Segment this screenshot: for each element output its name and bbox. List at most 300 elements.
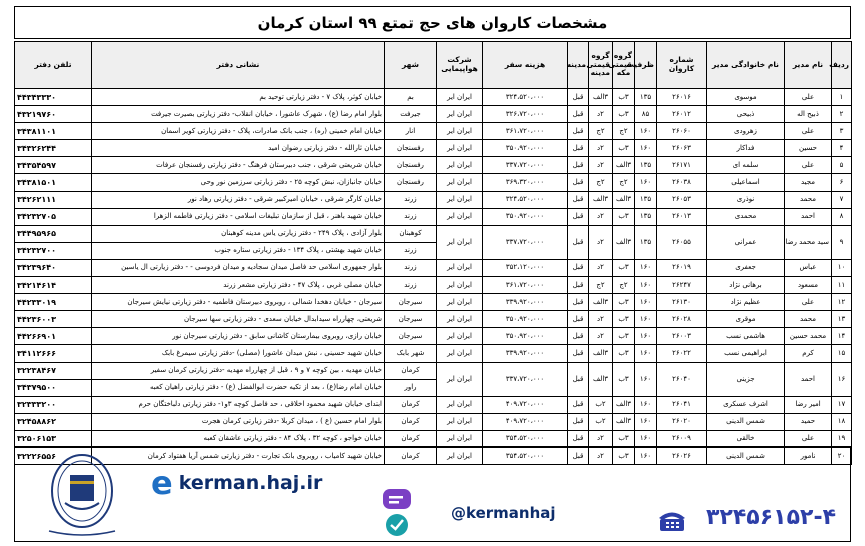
cell-group-medina: ۲د bbox=[589, 328, 613, 345]
table-row bbox=[15, 259, 852, 276]
header-first-name: نام مدیر bbox=[785, 42, 832, 89]
cell-medina: قبل bbox=[568, 294, 589, 311]
cell-medina: قبل bbox=[568, 447, 589, 464]
cell-last-name: شمس الدینی bbox=[707, 413, 785, 430]
cell-last-name: اسماعیلی bbox=[707, 174, 785, 191]
cell-group-medina: ۲د bbox=[589, 430, 613, 447]
cell-address: شریعتی، چهارراه سیدابدال خیابان سعدی - دفتر زیارتی سها سیرجان bbox=[92, 311, 385, 328]
cell-last-name: موسوی bbox=[707, 89, 785, 106]
cell-city: کرمان bbox=[385, 430, 437, 447]
cell-capacity: ۱۶۰ bbox=[635, 413, 657, 430]
cell-last-name: زهرودی bbox=[707, 123, 785, 140]
cell-group-medina: ۲ج bbox=[589, 174, 613, 191]
header-last-name: نام خانوادگی مدیر bbox=[707, 42, 785, 89]
cell-capacity: ۱۶۰ bbox=[635, 328, 657, 345]
cell-radif: ۲۰ bbox=[832, 447, 852, 464]
table-header-row bbox=[15, 42, 852, 89]
cell-first-name: کرم bbox=[785, 345, 832, 362]
cell-phone: ۳۲۴۵۸۸۶۲ bbox=[15, 413, 92, 430]
table-row bbox=[15, 208, 852, 225]
cell-airline: ایران ایر bbox=[437, 294, 483, 311]
cell-medina: قبل bbox=[568, 311, 589, 328]
cell-cost: ۳۲۴،۵۲۰،۰۰۰ bbox=[483, 191, 568, 208]
cell-medina: قبل bbox=[568, 362, 589, 396]
cell-group-mecca: ۳ب bbox=[613, 208, 635, 225]
table-row bbox=[15, 89, 852, 106]
cell-last-name: جزینی bbox=[707, 362, 785, 396]
cell-medina: قبل bbox=[568, 277, 589, 294]
cell-group-medina: ۳الف bbox=[589, 89, 613, 106]
cell-cost: ۴۰۹،۷۲۰،۰۰۰ bbox=[483, 413, 568, 430]
cell-address: بلوار آزادی ، پلاک ۲۴۹ - دفتر زیارتی یاس مدینه کوهبنان bbox=[92, 225, 385, 242]
cell-airline: ایران ایر bbox=[437, 123, 483, 140]
cell-group-mecca: ۳الف bbox=[613, 157, 635, 174]
cell-first-name: علی bbox=[785, 123, 832, 140]
cell-group-medina: ۲ج bbox=[589, 123, 613, 140]
cell-group-medina: ۳الف bbox=[589, 362, 613, 396]
page-title: مشخصات کاروان های حج تمتع ۹۹ استان کرمان bbox=[14, 6, 851, 39]
cell-first-name: مسعود bbox=[785, 277, 832, 294]
cell-cost: ۳۵۰،۹۲۰،۰۰۰ bbox=[483, 140, 568, 157]
cell-address: خیابان جانبازان، نبش کوچه ۲۵ - دفتر زیارتی سرزمین نور وحی bbox=[92, 174, 385, 191]
cell-group-medina: ۳الف bbox=[589, 191, 613, 208]
cell-capacity: ۱۶۰ bbox=[635, 311, 657, 328]
cell-city: سیرجان bbox=[385, 328, 437, 345]
cell-cost: ۳۲۶،۷۲۰،۰۰۰ bbox=[483, 106, 568, 123]
cell-address: سیرجان - خیابان دهخدا شمالی ، روبروی دبیرستان فاطمیه - دفتر زیارتی نیایش سیرجان bbox=[92, 294, 385, 311]
cell-last-name: برهانی نژاد bbox=[707, 277, 785, 294]
cell-capacity: ۱۶۰ bbox=[635, 447, 657, 464]
cell-group-medina: ۲د bbox=[589, 106, 613, 123]
cell-group-mecca: ۳الف bbox=[613, 191, 635, 208]
cell-caravan-no: ۲۶۰۲۶ bbox=[657, 447, 707, 464]
cell-airline: ایران ایر bbox=[437, 447, 483, 464]
cell-caravan-no: ۲۶۰۶۳ bbox=[657, 140, 707, 157]
cell-cost: ۳۵۴،۵۲۰،۰۰۰ bbox=[483, 430, 568, 447]
header-group-medina: گروه قیمتی مدینه bbox=[589, 42, 613, 89]
website-link[interactable] bbox=[151, 464, 323, 502]
cell-phone: ۴۳۲۱۹۷۶۰ bbox=[15, 106, 92, 123]
table-row bbox=[15, 123, 852, 140]
table-row bbox=[15, 413, 852, 430]
cell-cost: ۳۵۰،۹۲۰،۰۰۰ bbox=[483, 311, 568, 328]
table-row bbox=[15, 311, 852, 328]
cell-last-name: ابراهیمی نسب bbox=[707, 345, 785, 362]
cell-caravan-no: ۲۶۰۱۳ bbox=[657, 208, 707, 225]
cell-address: بلوار امام رضا (ع) ، شهرک عاشورا ، خیابان انقلاب- دفتر زیارتی بصیرت جیرفت bbox=[92, 106, 385, 123]
cell-group-mecca: ۳ب bbox=[613, 362, 635, 396]
cell-radif: ۷ bbox=[832, 191, 852, 208]
internet-explorer-icon: e bbox=[151, 464, 173, 502]
cell-group-medina: ۲د bbox=[589, 225, 613, 259]
cell-capacity: ۱۶۰ bbox=[635, 123, 657, 140]
header-cost: هزینه سفر bbox=[483, 42, 568, 89]
cell-capacity: ۱۶۰ bbox=[635, 259, 657, 276]
cell-capacity: ۱۳۵ bbox=[635, 225, 657, 259]
cell-capacity: ۱۳۵ bbox=[635, 208, 657, 225]
caravan-table bbox=[14, 41, 852, 465]
cell-address: خیابان شهید حسینی ، نبش میدان عاشورا (مصلی) -دفتر زیارتی سیمرغ بابک bbox=[92, 345, 385, 362]
telephone-icon bbox=[657, 509, 687, 533]
cell-caravan-no: ۲۶۰۱۶ bbox=[657, 89, 707, 106]
cell-caravan-no: ۲۶۰۱۹ bbox=[657, 259, 707, 276]
cell-cost: ۳۶۱،۷۲۰،۰۰۰ bbox=[483, 277, 568, 294]
cell-airline: ایران ایر bbox=[437, 140, 483, 157]
cell-radif: ۱۳ bbox=[832, 311, 852, 328]
cell-caravan-no: ۲۶۰۰۹ bbox=[657, 430, 707, 447]
cell-first-name: محمد bbox=[785, 311, 832, 328]
cell-radif: ۳ bbox=[832, 123, 852, 140]
cell-city: سیرجان bbox=[385, 311, 437, 328]
table-row bbox=[15, 191, 852, 208]
table-row bbox=[15, 140, 852, 157]
cell-caravan-no: ۲۶۰۳۸ bbox=[657, 174, 707, 191]
cell-group-mecca: ۳الف bbox=[613, 225, 635, 259]
cell-radif: ۱۰ bbox=[832, 259, 852, 276]
cell-radif: ۹ bbox=[832, 225, 852, 259]
cell-address: خیابان امام خمینی (ره) ، جنب بانک صادرات، پلاک - دفتر زیارتی کویر اسمان bbox=[92, 123, 385, 140]
cell-cost: ۳۶۹،۳۲۰،۰۰۰ bbox=[483, 174, 568, 191]
cell-airline: ایران ایر bbox=[437, 328, 483, 345]
cell-group-medina: ۲د bbox=[589, 447, 613, 464]
cell-capacity: ۱۶۰ bbox=[635, 345, 657, 362]
cell-first-name: محمد bbox=[785, 191, 832, 208]
cell-group-medina: ۲د bbox=[589, 157, 613, 174]
cell-medina: قبل bbox=[568, 123, 589, 140]
cell-capacity: ۱۶۰ bbox=[635, 396, 657, 413]
cell-first-name: سید محمد رضا bbox=[785, 225, 832, 259]
cell-phone: ۳۴۳۵۴۵۹۷ bbox=[15, 157, 92, 174]
cell-address: خیابان کارگر شرقی ، خیابان امیرکبیر شرقی - دفتر زیارتی رهاد نور bbox=[92, 191, 385, 208]
cell-address: خیابان رازی، روبروی بیمارستان کاشانی سابق - دفتر زیارتی سیرجان نور bbox=[92, 328, 385, 345]
cell-last-name: محمدی bbox=[707, 208, 785, 225]
cell-address: بلوار جمهوری اسلامی حد فاصل میدان سجادیه و میدان فردوسی - - دفتر زیارتی ال یاسین bbox=[92, 259, 385, 276]
cell-medina: قبل bbox=[568, 191, 589, 208]
cell-caravan-no: ۲۶۱۳۰ bbox=[657, 294, 707, 311]
cell-phone: ۴۴۲۳۶۰۰۳ bbox=[15, 311, 92, 328]
cell-airline: ایران ایر bbox=[437, 174, 483, 191]
cell-group-medina: ۳الف bbox=[589, 345, 613, 362]
cell-radif: ۱۵ bbox=[832, 345, 852, 362]
cell-first-name: امیر رضا bbox=[785, 396, 832, 413]
table-body bbox=[15, 89, 852, 465]
caravan-table-wrap bbox=[14, 41, 851, 465]
cell-group-mecca: ۳ب bbox=[613, 259, 635, 276]
cell-airline: ایران ایر bbox=[437, 191, 483, 208]
cell-caravan-no: ۲۶۲۴۷ bbox=[657, 277, 707, 294]
website-text: kerman.haj.ir bbox=[178, 472, 323, 494]
cell-city: بم bbox=[385, 89, 437, 106]
contact-phone: ۳۲۴۵۶۱۵۲-۴ bbox=[706, 505, 836, 530]
cell-group-medina: ۲ب bbox=[589, 413, 613, 430]
cell-caravan-no: ۲۶۰۴۱ bbox=[657, 396, 707, 413]
cell-cost: ۳۵۲،۱۲۰،۰۰۰ bbox=[483, 259, 568, 276]
cell-medina: قبل bbox=[568, 157, 589, 174]
cell-phone: ۳۴۳۸۱۵۰۱ bbox=[15, 174, 92, 191]
cell-phone: ۳۴۲۳۲۷۰۵ bbox=[15, 208, 92, 225]
cell-phone: ۳۴۲۱۴۶۱۴ bbox=[15, 277, 92, 294]
cell-city: کرمان bbox=[385, 362, 437, 379]
cell-city: رفسنجان bbox=[385, 174, 437, 191]
cell-group-medina: ۲د bbox=[589, 311, 613, 328]
cell-city: کرمان bbox=[385, 447, 437, 464]
cell-radif: ۱۱ bbox=[832, 277, 852, 294]
cell-group-mecca: ۳الف bbox=[613, 396, 635, 413]
cell-city: کرمان bbox=[385, 396, 437, 413]
table-row bbox=[15, 174, 852, 191]
cell-caravan-no: ۲۶۰۰۳ bbox=[657, 328, 707, 345]
cell-radif: ۱۲ bbox=[832, 294, 852, 311]
cell-group-mecca: ۳ب bbox=[613, 140, 635, 157]
cell-medina: قبل bbox=[568, 208, 589, 225]
table-row bbox=[15, 225, 852, 242]
cell-address: خیابان شهید بهشتی ، پلاک ۱۳۴ - دفتر زیارتی ستاره جنوب bbox=[92, 242, 385, 259]
cell-airline: ایران ایر bbox=[437, 157, 483, 174]
cell-medina: قبل bbox=[568, 89, 589, 106]
cell-airline: ایران ایر bbox=[437, 430, 483, 447]
header-radif: ردیف bbox=[832, 42, 852, 89]
cell-city: زرند bbox=[385, 208, 437, 225]
cell-capacity: ۱۳۵ bbox=[635, 191, 657, 208]
cell-first-name: مجید bbox=[785, 174, 832, 191]
cell-cost: ۳۵۴،۵۲۰،۰۰۰ bbox=[483, 447, 568, 464]
cell-capacity: ۱۶۰ bbox=[635, 277, 657, 294]
cell-group-medina: ۲د bbox=[589, 140, 613, 157]
cell-address: ابتدای خیابان شهید محمود اخلاقی ، حد فاصل کوچه ۳و۱- دفتر زیارتی دلباختگان حرم bbox=[92, 396, 385, 413]
cell-group-medina: ۲د bbox=[589, 208, 613, 225]
cell-capacity: ۱۳۵ bbox=[635, 89, 657, 106]
cell-group-medina: ۲ج bbox=[589, 277, 613, 294]
cell-last-name: جعفری bbox=[707, 259, 785, 276]
cell-caravan-no: ۲۶۰۱۲ bbox=[657, 106, 707, 123]
header-airline: شرکت هواپیمایی bbox=[437, 42, 483, 89]
cell-phone: ۳۴۴۹۵۹۶۵ bbox=[15, 225, 92, 242]
table-row bbox=[15, 362, 852, 379]
cell-first-name: نامور bbox=[785, 447, 832, 464]
cell-first-name: علی bbox=[785, 89, 832, 106]
cell-phone: ۳۴۳۷۹۵۰۰ bbox=[15, 379, 92, 396]
cell-first-name: حمید bbox=[785, 413, 832, 430]
cell-radif: ۵ bbox=[832, 157, 852, 174]
header-group-mecca: گروه قیمتی مکه bbox=[613, 42, 635, 89]
cell-group-mecca: ۳ب bbox=[613, 294, 635, 311]
cell-first-name: علی bbox=[785, 157, 832, 174]
cell-phone: ۴۴۲۶۶۹۰۱ bbox=[15, 328, 92, 345]
cell-capacity: ۱۶۰ bbox=[635, 362, 657, 396]
cell-airline: ایران ایر bbox=[437, 225, 483, 259]
cell-city: رفسنجان bbox=[385, 157, 437, 174]
cell-last-name: عمرانی bbox=[707, 225, 785, 259]
cell-group-mecca: ۲ج bbox=[613, 123, 635, 140]
cell-address: خیابان شهید باهنر ، قبل از سازمان تبلیغات اسلامی - دفتر زیارتی فاطمه الزهرا bbox=[92, 208, 385, 225]
cell-caravan-no: ۲۶۰۲۸ bbox=[657, 311, 707, 328]
cell-medina: قبل bbox=[568, 328, 589, 345]
cell-city: زرند bbox=[385, 242, 437, 259]
cell-phone: ۳۲۲۲۶۵۵۶ bbox=[15, 447, 92, 464]
table-row bbox=[15, 157, 852, 174]
cell-first-name: احمد bbox=[785, 362, 832, 396]
cell-phone: ۳۴۱۱۲۶۶۶ bbox=[15, 345, 92, 362]
cell-medina: قبل bbox=[568, 174, 589, 191]
table-row bbox=[15, 328, 852, 345]
cell-airline: ایران ایر bbox=[437, 106, 483, 123]
cell-radif: ۱۷ bbox=[832, 396, 852, 413]
cell-radif: ۱ bbox=[832, 89, 852, 106]
cell-medina: قبل bbox=[568, 259, 589, 276]
header-capacity: ظرفیت bbox=[635, 42, 657, 89]
cell-address: خیابان خواجو ، کوچه ۳۲ ، پلاک ۸۴ - دفتر زیارتی عاشقان کعبه bbox=[92, 430, 385, 447]
cell-airline: ایران ایر bbox=[437, 208, 483, 225]
cell-caravan-no: ۲۶۰۲۰ bbox=[657, 413, 707, 430]
cell-last-name: عظیم نژاد bbox=[707, 294, 785, 311]
cell-address: خیابان امام رضا(ع) ، بعد از تکیه حضرت ابوالفضل (ع) - دفتر زیارتی راهیان کعبه bbox=[92, 379, 385, 396]
cell-cost: ۳۵۰،۹۲۰،۰۰۰ bbox=[483, 208, 568, 225]
cell-phone: ۳۴۳۸۱۱۰۱ bbox=[15, 123, 92, 140]
cell-city: زرند bbox=[385, 259, 437, 276]
cell-capacity: ۱۶۰ bbox=[635, 294, 657, 311]
cell-city: رفسنجان bbox=[385, 140, 437, 157]
table-row bbox=[15, 294, 852, 311]
cell-phone: ۳۴۲۶۲۱۱۱ bbox=[15, 191, 92, 208]
cell-address: خیابان شهید کامیاب ، روبروی بانک تجارت - دفتر زیارتی شمس آریا هفتواد کرمان bbox=[92, 447, 385, 464]
cell-group-mecca: ۳ب bbox=[613, 328, 635, 345]
cell-phone: ۳۲۵۰۶۱۵۳ bbox=[15, 430, 92, 447]
cell-radif: ۱۶ bbox=[832, 362, 852, 396]
cell-group-mecca: ۳الف bbox=[613, 413, 635, 430]
cell-radif: ۴ bbox=[832, 140, 852, 157]
header-caravan-no: شماره کاروان bbox=[657, 42, 707, 89]
cell-medina: قبل bbox=[568, 430, 589, 447]
cell-phone: ۳۴۲۳۲۷۰۰ bbox=[15, 242, 92, 259]
cell-capacity: ۱۶۰ bbox=[635, 140, 657, 157]
cell-city: کرمان bbox=[385, 413, 437, 430]
cell-medina: قبل bbox=[568, 345, 589, 362]
cell-airline: ایران ایر bbox=[437, 311, 483, 328]
cell-radif: ۶ bbox=[832, 174, 852, 191]
cell-last-name: اشرف عسکری bbox=[707, 396, 785, 413]
cell-radif: ۱۸ bbox=[832, 413, 852, 430]
header-city: شهر bbox=[385, 42, 437, 89]
table-row bbox=[15, 396, 852, 413]
cell-group-mecca: ۳ب bbox=[613, 447, 635, 464]
cell-phone: ۴۴۲۳۳۰۱۹ bbox=[15, 294, 92, 311]
header-address: نشانی دفتر bbox=[92, 42, 385, 89]
cell-last-name: ذبیحی bbox=[707, 106, 785, 123]
cell-phone: ۳۴۲۳۹۶۴۰ bbox=[15, 259, 92, 276]
cell-cost: ۳۳۷،۷۲۰،۰۰۰ bbox=[483, 225, 568, 259]
cell-first-name: حسین bbox=[785, 140, 832, 157]
cell-airline: ایران ایر bbox=[437, 259, 483, 276]
cell-last-name: هاشمی نسب bbox=[707, 328, 785, 345]
cell-address: خیابان شریعتی شرقی ، جنب دبیرستان فرهنگ - دفتر زیارتی رفسنجان عرفات bbox=[92, 157, 385, 174]
cell-radif: ۱۹ bbox=[832, 430, 852, 447]
table-row bbox=[15, 277, 852, 294]
cell-phone: ۴۴۳۴۳۳۳۰ bbox=[15, 89, 92, 106]
table-row bbox=[15, 430, 852, 447]
footer bbox=[14, 446, 851, 542]
cell-city: زرند bbox=[385, 277, 437, 294]
cell-airline: ایران ایر bbox=[437, 277, 483, 294]
cell-cost: ۳۶۱،۷۲۰،۰۰۰ bbox=[483, 123, 568, 140]
cell-group-mecca: ۳ب bbox=[613, 311, 635, 328]
cell-caravan-no: ۲۶۰۴۰ bbox=[657, 362, 707, 396]
cell-first-name: محمد حسین bbox=[785, 328, 832, 345]
cell-radif: ۲ bbox=[832, 106, 852, 123]
cell-airline: ایران ایر bbox=[437, 362, 483, 396]
cell-group-mecca: ۳ب bbox=[613, 106, 635, 123]
cell-first-name: عباس bbox=[785, 259, 832, 276]
cell-group-mecca: ۳ب bbox=[613, 89, 635, 106]
social-handle: @kermanhaj bbox=[451, 504, 556, 522]
cell-first-name: علی bbox=[785, 430, 832, 447]
cell-last-name: نوذری bbox=[707, 191, 785, 208]
cell-first-name: ذبیح اله bbox=[785, 106, 832, 123]
header-medina: مدینه bbox=[568, 42, 589, 89]
cell-city: جیرفت bbox=[385, 106, 437, 123]
cell-address: خیابان مصلی غربی ، پلاک ۴۷ - دفتر زیارتی مشعر زرند bbox=[92, 277, 385, 294]
cell-capacity: ۱۳۵ bbox=[635, 157, 657, 174]
cell-city: انار bbox=[385, 123, 437, 140]
cell-group-medina: ۲د bbox=[589, 259, 613, 276]
cell-capacity: ۱۶۰ bbox=[635, 430, 657, 447]
cell-airline: ایران ایر bbox=[437, 396, 483, 413]
cell-phone: ۳۴۳۲۶۲۴۴ bbox=[15, 140, 92, 157]
cell-address: خیابان کوثر، پلاک ۷ - دفتر زیارتی توحید بم bbox=[92, 89, 385, 106]
messenger-icons bbox=[379, 487, 419, 537]
cell-capacity: ۱۶۰ bbox=[635, 174, 657, 191]
cell-group-mecca: ۲ج bbox=[613, 277, 635, 294]
cell-group-mecca: ۲ج bbox=[613, 174, 635, 191]
cell-group-mecca: ۳ب bbox=[613, 430, 635, 447]
cell-address: خیابان مهدیه ، بین کوچه ۷ و ۹ ، قبل از چهارراه مهدیه -دفتر زیارتی کرمان سفیر bbox=[92, 362, 385, 379]
haj-organization-emblem-icon bbox=[37, 451, 127, 537]
cell-last-name: فداکار bbox=[707, 140, 785, 157]
table-row bbox=[15, 345, 852, 362]
cell-medina: قبل bbox=[568, 413, 589, 430]
cell-phone: ۳۲۳۳۳۲۰۰ bbox=[15, 396, 92, 413]
table-row bbox=[15, 106, 852, 123]
cell-last-name: شمس الدینی bbox=[707, 447, 785, 464]
header-phone: تلفن دفتر bbox=[15, 42, 92, 89]
cell-cost: ۴۰۹،۷۲۰،۰۰۰ bbox=[483, 396, 568, 413]
cell-first-name: احمد bbox=[785, 208, 832, 225]
cell-city: کوهبنان bbox=[385, 225, 437, 242]
cell-last-name: خالقی bbox=[707, 430, 785, 447]
cell-last-name: سلمه ای bbox=[707, 157, 785, 174]
cell-cost: ۳۲۴،۵۲۰،۰۰۰ bbox=[483, 89, 568, 106]
cell-capacity: ۸۵ bbox=[635, 106, 657, 123]
cell-cost: ۳۵۰،۹۲۰،۰۰۰ bbox=[483, 328, 568, 345]
cell-caravan-no: ۲۶۱۷۱ bbox=[657, 157, 707, 174]
cell-radif: ۸ bbox=[832, 208, 852, 225]
cell-city: راور bbox=[385, 379, 437, 396]
cell-caravan-no: ۲۶۰۵۵ bbox=[657, 225, 707, 259]
cell-cost: ۳۳۹،۹۲۰،۰۰۰ bbox=[483, 345, 568, 362]
cell-phone: ۳۲۲۳۸۴۶۷ bbox=[15, 362, 92, 379]
cell-city: شهر بابک bbox=[385, 345, 437, 362]
cell-cost: ۳۳۹،۹۲۰،۰۰۰ bbox=[483, 294, 568, 311]
cell-city: سیرجان bbox=[385, 294, 437, 311]
cell-last-name: موقری bbox=[707, 311, 785, 328]
cell-group-medina: ۳الف bbox=[589, 294, 613, 311]
cell-cost: ۳۳۷،۷۲۰،۰۰۰ bbox=[483, 362, 568, 396]
cell-caravan-no: ۲۶۰۲۲ bbox=[657, 345, 707, 362]
cell-caravan-no: ۲۶۰۵۳ bbox=[657, 191, 707, 208]
cell-address: خیابان ثارالله - دفتر زیارتی رضوان امید bbox=[92, 140, 385, 157]
cell-medina: قبل bbox=[568, 140, 589, 157]
cell-medina: قبل bbox=[568, 396, 589, 413]
cell-group-mecca: ۳ب bbox=[613, 345, 635, 362]
